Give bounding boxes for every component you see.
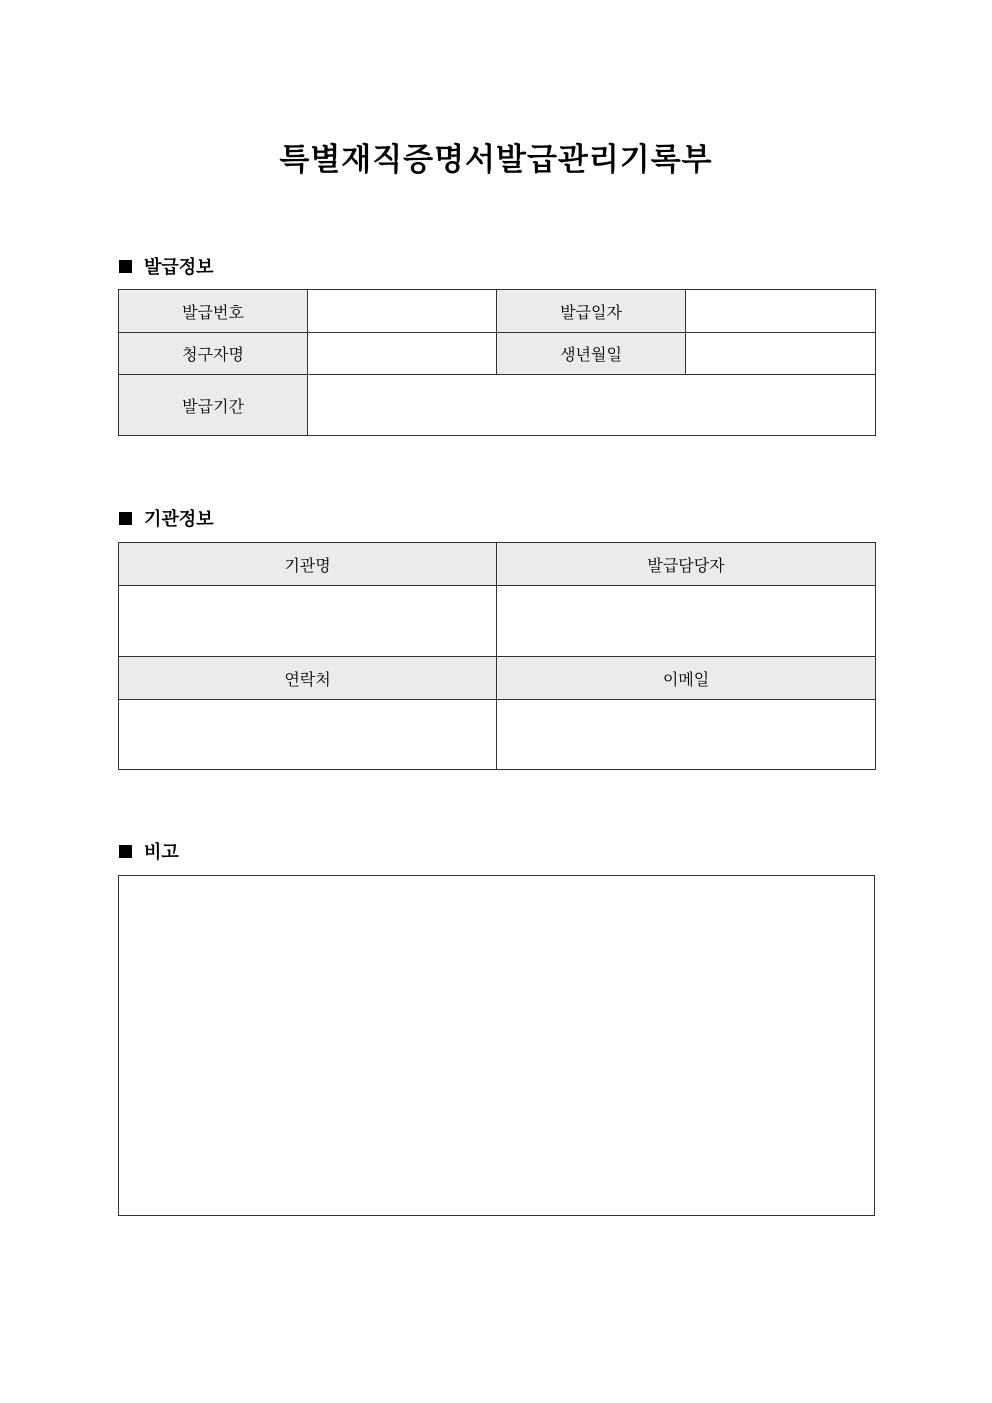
page-title: 특별재직증명서발급관리기록부 (279, 142, 713, 178)
remarks-heading-text: 비고 (144, 842, 179, 863)
issue-period-field[interactable] (308, 375, 876, 436)
table-row (119, 290, 876, 333)
email-label: 이메일 (497, 657, 876, 700)
manager-label: 발급담당자 (497, 543, 876, 586)
issue-info-heading-text: 발급정보 (144, 257, 214, 278)
table-row (119, 375, 876, 436)
manager-field[interactable] (497, 586, 876, 657)
issue-number-label: 발급번호 (119, 290, 308, 333)
requester-label: 청구자명 (119, 333, 308, 375)
issue-info-heading (119, 253, 214, 279)
requester-field[interactable] (308, 333, 497, 375)
square-bullet-icon (119, 512, 132, 525)
org-name-label: 기관명 (119, 543, 497, 586)
remarks-field[interactable] (118, 875, 875, 1216)
table-row (119, 333, 876, 375)
table-row (119, 700, 876, 770)
contact-field[interactable] (119, 700, 497, 770)
square-bullet-icon (119, 845, 132, 858)
org-info-table (118, 542, 876, 770)
email-field[interactable] (497, 700, 876, 770)
issue-info-table (118, 289, 876, 436)
org-info-heading-text: 기관정보 (144, 509, 214, 530)
table-row (119, 586, 876, 657)
org-name-field[interactable] (119, 586, 497, 657)
square-bullet-icon (119, 260, 132, 273)
issue-date-field[interactable] (686, 290, 876, 333)
contact-label: 연락처 (119, 657, 497, 700)
table-row (119, 543, 876, 586)
birthdate-label: 생년월일 (497, 333, 686, 375)
issue-period-label: 발급기간 (119, 375, 308, 436)
org-info-heading (119, 505, 214, 531)
issue-number-field[interactable] (308, 290, 497, 333)
birthdate-field[interactable] (686, 333, 876, 375)
remarks-heading (119, 838, 179, 864)
table-row (119, 657, 876, 700)
issue-date-label: 발급일자 (497, 290, 686, 333)
